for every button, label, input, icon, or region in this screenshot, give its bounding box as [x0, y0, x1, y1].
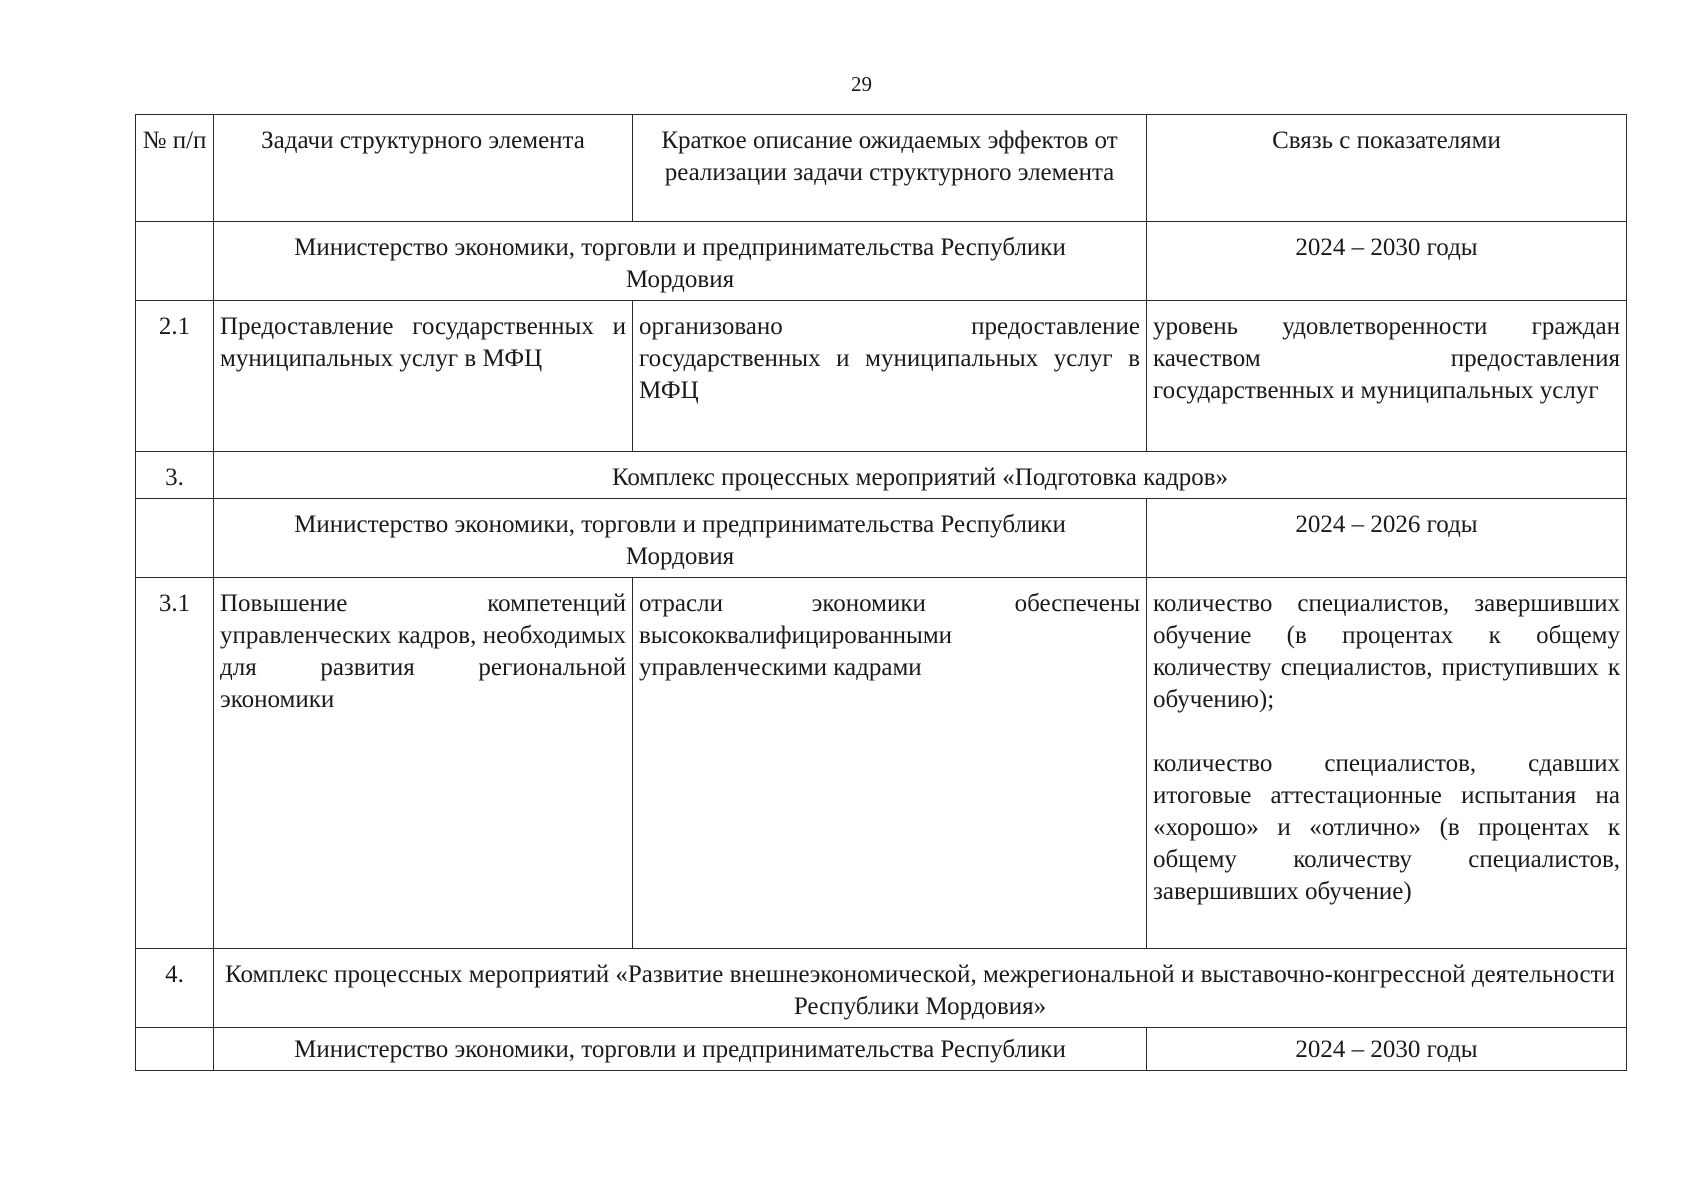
header-num: № п/п [136, 115, 214, 222]
section-number: 4. [136, 949, 214, 1028]
table-row-ministry [136, 499, 1627, 578]
structural-elements-table [135, 114, 1627, 1071]
responsible-cell: Министерство экономики, торговли и предпринимательства Республики Мордовия [214, 222, 1147, 301]
effect-cell: организовано предоставление государственных и муниципальных услуг в МФЦ [633, 301, 1147, 452]
section-title: Комплекс процессных мероприятий «Подготовка кадров» [214, 452, 1627, 499]
indicator-cell [1147, 578, 1627, 949]
section-number: 3. [136, 452, 214, 499]
period-cell: 2024 – 2026 годы [1147, 499, 1627, 578]
table-row [136, 578, 1627, 949]
section-row [136, 949, 1627, 1028]
empty-num-cell [136, 499, 214, 578]
period-cell: 2024 – 2030 годы [1147, 1028, 1627, 1071]
header-effects: Краткое описание ожидаемых эффектов от реализации задачи структурного элемента [633, 115, 1147, 222]
indicator-text-2: количество специалистов, сдавших итоговые аттестационные испытания на «хорошо» и «отлично» (в процентах к общему количеству специалистов, завершивших обучение) [1153, 750, 1620, 905]
indicator-text-1: количество специалистов, завершивших обучение (в процентах к общему количеству специалистов, приступивших к обучению); [1153, 590, 1620, 713]
effect-cell: отрасли экономики обеспечены высококвалифицированными управленческими кадрами [633, 578, 1147, 949]
row-number: 2.1 [136, 301, 214, 452]
responsible-cell: Министерство экономики, торговли и предпринимательства Республики [214, 1028, 1147, 1071]
section-title: Комплекс процессных мероприятий «Развитие внешнеэкономической, межрегиональной и выставочно-конгрессной деятельности Республики Мордовия» [214, 949, 1627, 1028]
header-tasks: Задачи структурного элемента [214, 115, 633, 222]
indicator-cell: уровень удовлетворенности граждан качеством предоставления государственных и муниципальных услуг [1147, 301, 1627, 452]
page-number: 29 [851, 72, 872, 96]
header-indicators: Связь с показателями [1147, 115, 1627, 222]
row-number: 3.1 [136, 578, 214, 949]
paragraph-gap [1153, 716, 1620, 748]
table-row [136, 301, 1627, 452]
table-header-row [136, 115, 1627, 222]
table-row-ministry [136, 1028, 1627, 1071]
empty-num-cell [136, 1028, 214, 1071]
task-cell: Предоставление государственных и муниципальных услуг в МФЦ [214, 301, 633, 452]
table-row-ministry [136, 222, 1627, 301]
task-cell: Повышение компетенций управленческих кадров, необходимых для развития региональной экономики [214, 578, 633, 949]
section-row [136, 452, 1627, 499]
period-cell: 2024 – 2030 годы [1147, 222, 1627, 301]
empty-num-cell [136, 222, 214, 301]
responsible-cell: Министерство экономики, торговли и предпринимательства Республики Мордовия [214, 499, 1147, 578]
